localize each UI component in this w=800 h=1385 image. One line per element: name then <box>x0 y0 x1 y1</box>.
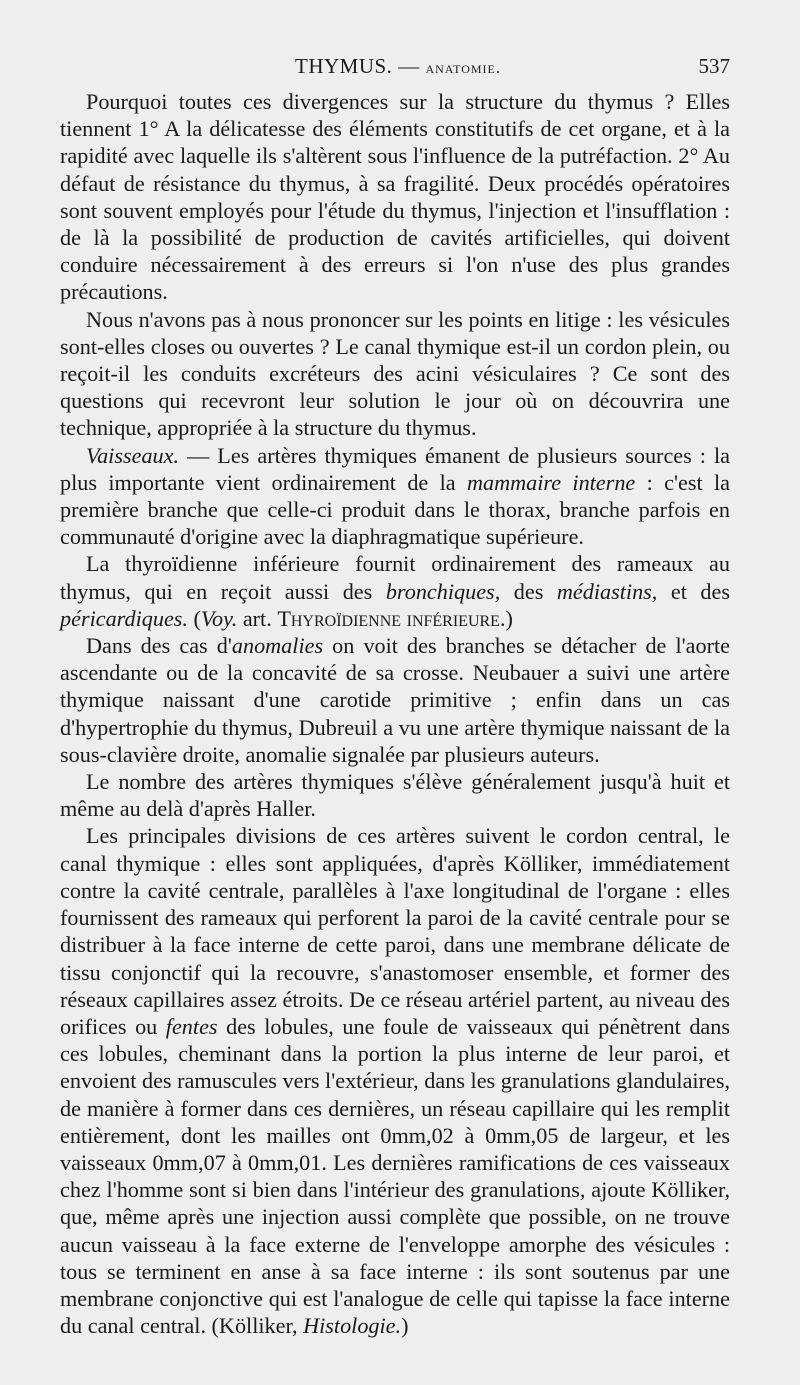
paragraph-4-text-a: La thyroïdienne inférieure fournit ordinairement des rameaux au thymus, qui en reçoit aussi des <box>60 551 730 604</box>
paragraph-4-italic-d: Voy. <box>200 605 238 631</box>
paragraph-1 <box>60 88 730 306</box>
paragraph-7-italic-a: fentes <box>165 1013 218 1039</box>
header-section: anatomie. <box>425 58 502 77</box>
paragraph-4-cross-reference: Thyroïdienne inférieure <box>277 605 500 631</box>
paragraph-2-text: Nous n'avons pas à nous prononcer sur les points en litige : les vésicules sont-elles closes ou ouvertes ? Le canal thymique est-il un cordon plein, ou reçoit-il les conduits excréteurs des acini vésiculaires ? Ce sont des questions qui recevront leur solution le jour où on découvrira une technique, appropriée à la structure du thymus. <box>60 306 730 441</box>
header-dash: — <box>398 54 420 78</box>
paragraph-7-italic-b: Histologie. <box>303 1313 402 1339</box>
paragraph-4-text-b: des <box>500 578 557 604</box>
paragraph-6-text: Le nombre des artères thymiques s'élève généralement jusqu'à huit et même au delà d'après Haller. <box>60 769 730 822</box>
running-title <box>295 54 501 79</box>
paragraph-5-text-a: Dans des cas d' <box>86 633 232 659</box>
paragraph-4-text-c: et des <box>657 578 731 604</box>
paragraph-7 <box>60 822 730 1339</box>
paragraph-1-text: Pourquoi toutes ces divergences sur la structure du thymus ? Elles tiennent 1° A la délicatesse des éléments constitutifs de cet organe, et à la rapidité avec laquelle ils s'altèrent sous l'influence de la putréfaction. 2° Au défaut de résistance du thymus, à sa fragilité. Deux procédés opératoires sont souvent employés pour l'étude du thymus, l'injection et l'insufflation : de là la possibilité de production de cavités artificielles, qui doivent conduire nécessairement à des erreurs si l'on n'use des plus grandes précautions. <box>60 89 730 305</box>
header-title: THYMUS. <box>295 54 393 78</box>
paragraph-4-text-f: .) <box>499 605 513 631</box>
paragraph-4 <box>60 550 730 632</box>
paragraph-3-text-a: — Les artères thymiques émanent de plusieurs sources : la plus importante vient ordinairement de la <box>60 442 730 495</box>
running-header <box>60 48 730 88</box>
paragraph-7-text-a: Les principales divisions de ces artères suivent le cordon central, le canal thymique : elles sont appliquées, d'après Kölliker, immédiatement contre la cavité centrale, parallèles à l'axe longitudinal de l'organe : elles fournissent des rameaux qui perforent la paroi de la cavité centrale pour se distribuer à la face interne de cette paroi, dans une membrane délicate de tissu conjonctif qui la recouvre, s'anastomoser ensemble, et former des réseaux capillaires assez étroits. De ce réseau artériel partent, au niveau des orifices ou <box>60 823 730 1039</box>
paragraph-7-text-c: ) <box>401 1313 409 1339</box>
section-heading-vaisseaux: Vaisseaux. <box>86 442 180 468</box>
paragraph-5 <box>60 632 730 768</box>
paragraph-2 <box>60 306 730 442</box>
paragraph-4-text-d: ( <box>187 605 201 631</box>
paragraph-4-italic-c: péricardiques. <box>60 605 188 631</box>
paragraph-5-italic: anomalies <box>231 633 324 659</box>
paragraph-4-italic-b: médiastins, <box>556 578 658 604</box>
paragraph-4-italic-a: bronchiques, <box>385 578 501 604</box>
page-body <box>60 88 730 1339</box>
paragraph-5-text-b: on voit des branches se détacher de l'aorte ascendante ou de la concavité de sa crosse. Neubauer a suivi une artère thymique naissant d'une carotide primitive ; enfin dans un cas d'hypertrophie du thymus, Dubreuil a vu une artère thymique naissant de la sous-clavière droite, anomalie signalée par plusieurs auteurs. <box>60 633 730 767</box>
page-number: 537 <box>698 54 730 78</box>
paragraph-7-text-b: des lobules, une foule de vaisseaux qui pénètrent dans ces lobules, cheminant dans la portion la plus interne de leur paroi, et envoient des ramuscules vers l'extérieur, dans les granulations glandulaires, de manière à former dans ces dernières, un réseau capillaire qui les remplit entièrement, dont les mailles ont 0mm,02 à 0mm,05 de largeur, et les vaisseaux 0mm,07 à 0mm,01. Les dernières ramifications de ces vaisseaux chez l'homme sont si bien dans l'intérieur des granulations, ajoute Kölliker, que, même après une injection aussi complète que possible, on ne trouve aucun vaisseau à la face externe de l'enveloppe amorphe des vésicules : tous se terminent en anse à sa face interne : ils sont soutenus par une membrane conjonctive qui est l'analogue de celle qui tapisse la face interne du canal central. (Kölliker, <box>60 1013 730 1339</box>
paragraph-3-italic: mammaire interne <box>466 469 636 495</box>
paragraph-6 <box>60 768 730 822</box>
paragraph-3 <box>60 442 730 551</box>
paragraph-4-text-e: art. <box>237 605 278 631</box>
paragraph-3-text-b: : c'est la première branche que celle-ci produit dans le thorax, branche parfois en communauté d'origine avec la diaphragmatique supérieure. <box>60 469 730 550</box>
